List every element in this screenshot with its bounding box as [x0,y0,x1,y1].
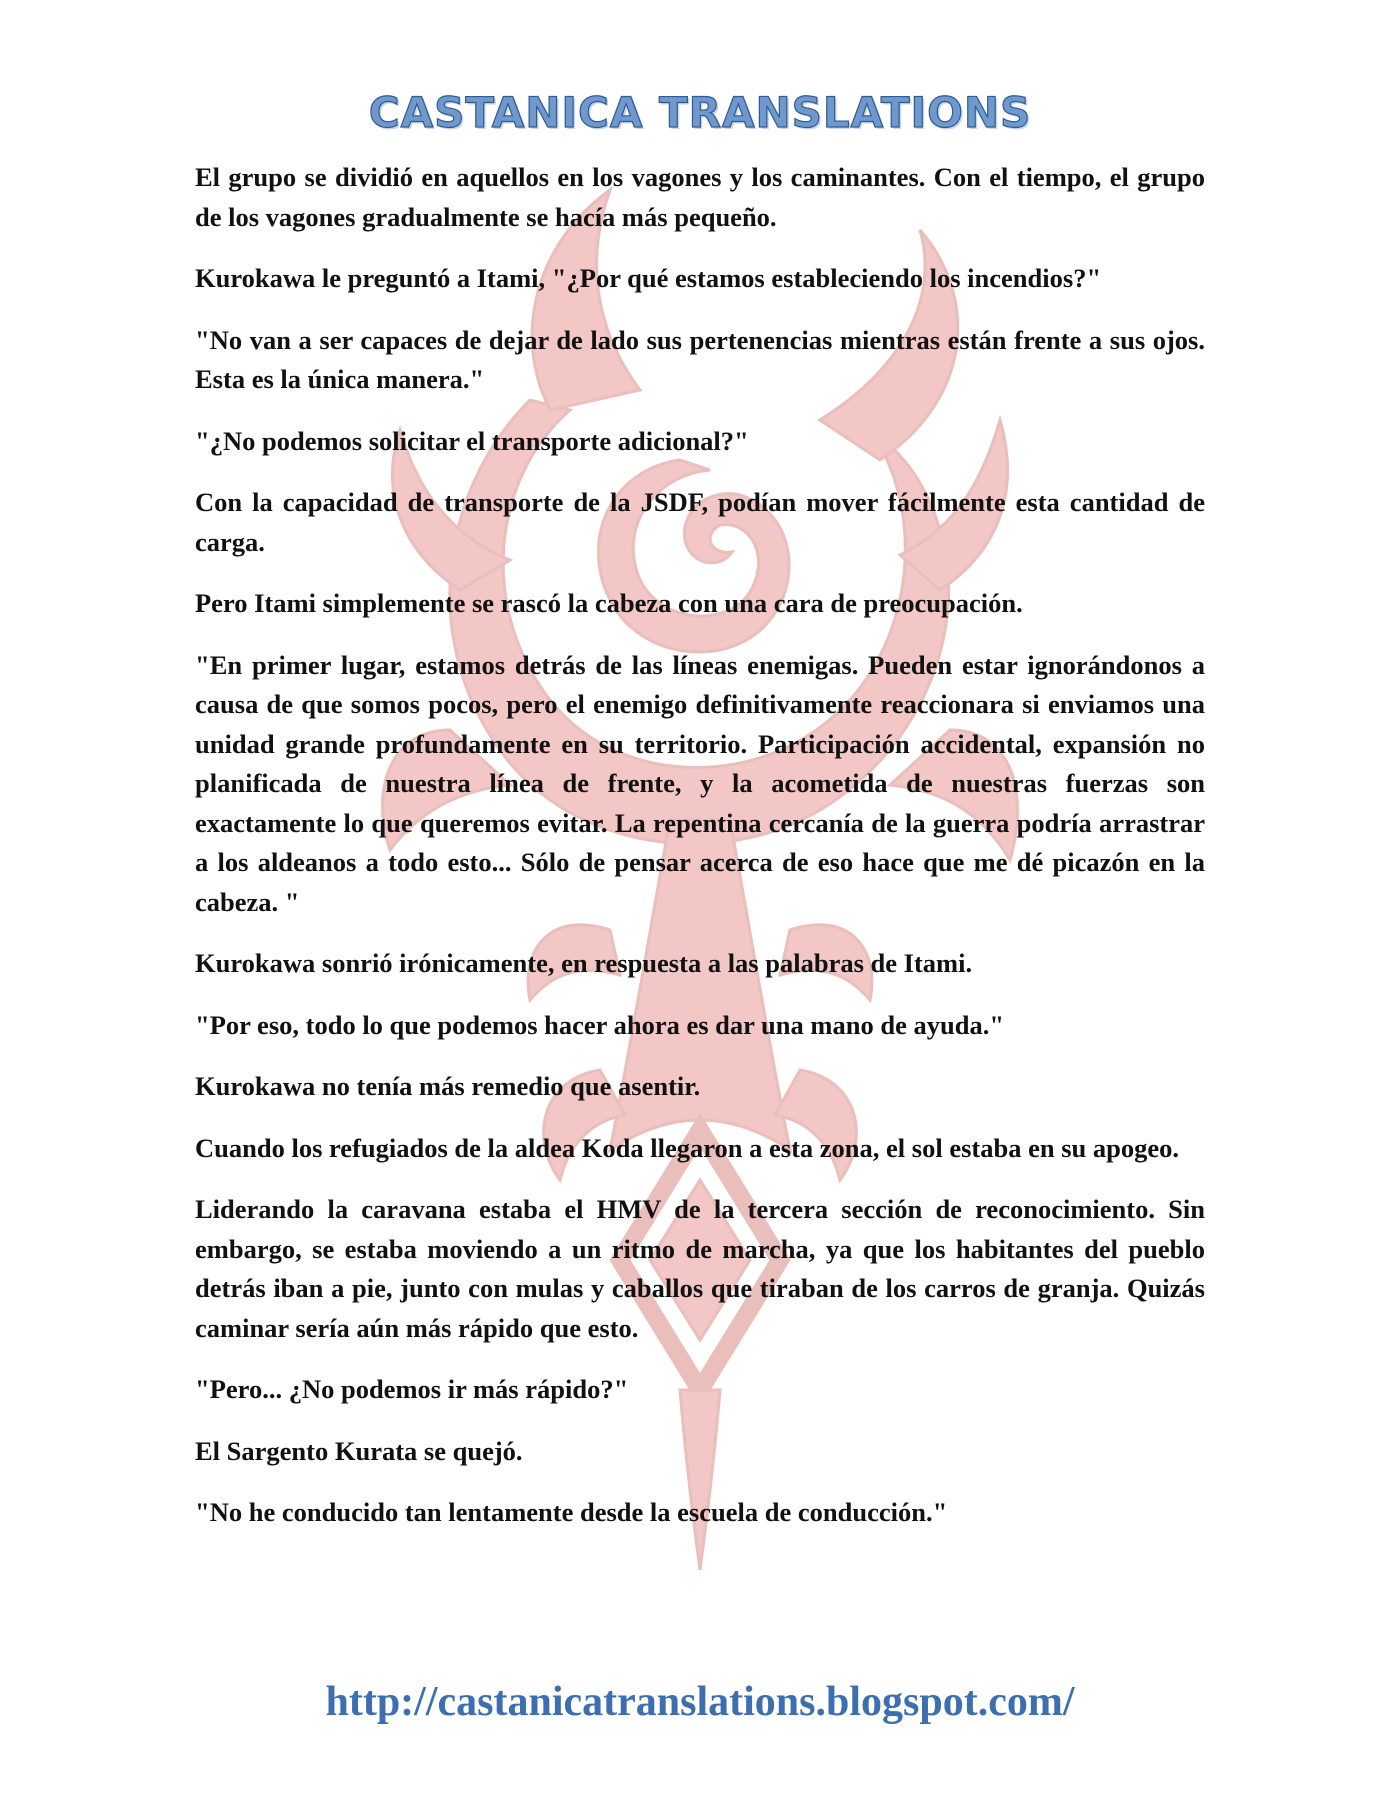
paragraph: Kurokawa no tenía más remedio que asentir. [195,1071,701,1101]
paragraph: Kurokawa sonrió irónicamente, en respuesta a las palabras de Itami. [195,948,973,978]
paragraph: El grupo se dividió en aquellos en los vagones y los caminantes. Con el tiempo, el grupo de los vagones gradualmente se hacía más pequeño. [195,162,1205,232]
footer-url-link[interactable]: http://castanicatranslations.blogspot.com/ [325,1679,1075,1725]
paragraph: Kurokawa le preguntó a Itami, "¿Por qué estamos estableciendo los incendios?" [195,263,1102,293]
paragraph: "¿No podemos solicitar el transporte adicional?" [195,425,749,456]
page-title: CASTANICA TRANSLATIONS [368,88,1032,137]
paragraph: "Pero... ¿No podemos ir más rápido?" [195,1374,629,1404]
paragraph: Cuando los refugiados de la aldea Koda llegaron a esta zona, el sol estaba en su apogeo. [195,1132,1180,1163]
paragraph: Con la capacidad de transporte de la JSDF, podían mover fácilmente esta cantidad de carga. [195,487,1205,557]
paragraph: "No he conducido tan lentamente desde la escuela de conducción." [195,1497,948,1527]
paragraph: "Por eso, todo lo que podemos hacer ahora es dar una mano de ayuda." [195,1009,1005,1040]
body-text [195,158,1205,1555]
paragraph: "En primer lugar, estamos detrás de las líneas enemigas. Pueden estar ignorándonos a causa de que somos pocos, pero el enemigo definitivamente reaccionara si enviamos una unidad grande profundamente en su territorio. Participación accidental, expansión no planificada de nuestra línea de frente, y la acometida de nuestras fuerzas son exactamente lo que queremos evitar. La repentina cercanía de la guerra podría arrastrar a los aldeanos a todo esto... Sólo de pensar acerca de eso hace que me dé picazón en la cabeza. " [195,649,1205,917]
paragraph: Liderando la caravana estaba el HMV de la tercera sección de reconocimiento. Sin embargo, se estaba moviendo a un ritmo de marcha, ya que los habitantes del pueblo detrás iban a pie, junto con mulas y caballos que tiraban de los carros de granja. Quizás caminar sería aún más rápido que esto. [195,1194,1205,1343]
paragraph: Pero Itami simplemente se rascó la cabeza con una cara de preocupación. [195,588,1023,618]
paragraph: El Sargento Kurata se quejó. [195,1435,523,1466]
paragraph: "No van a ser capaces de dejar de lado sus pertenencias mientras están frente a sus ojos. Esta es la única manera." [195,324,1205,394]
